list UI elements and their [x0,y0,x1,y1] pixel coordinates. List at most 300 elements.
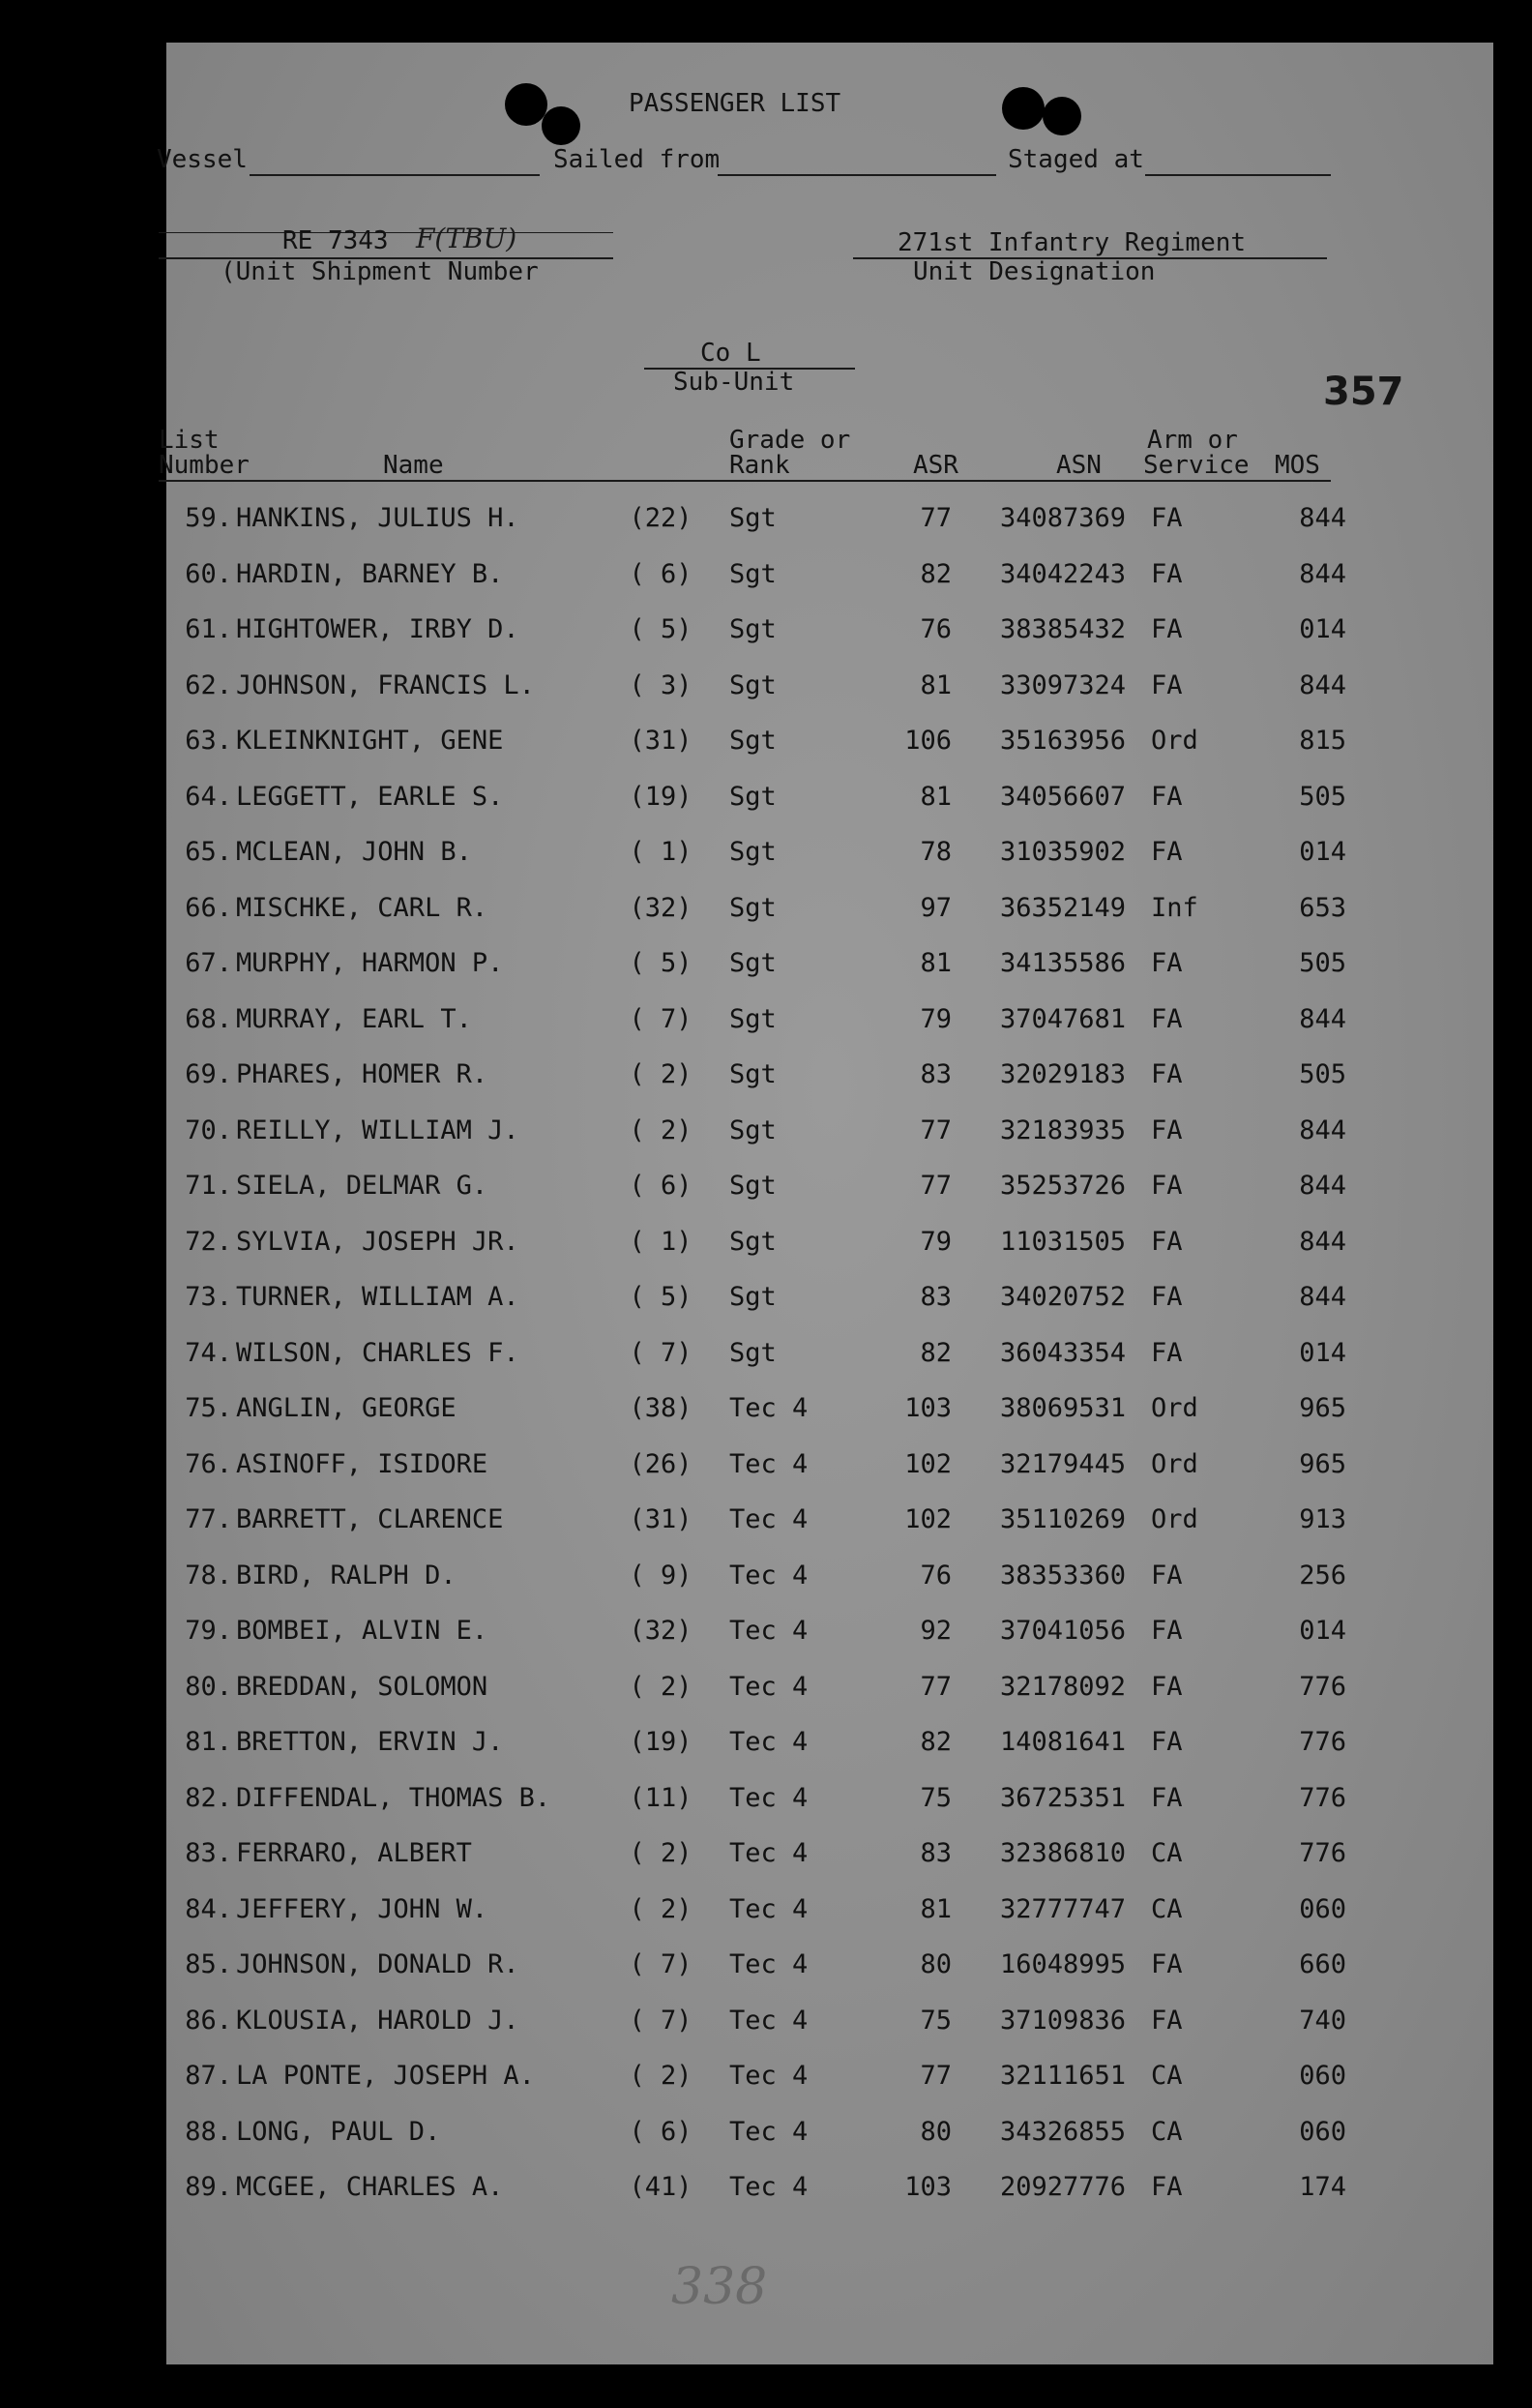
grade: Tec 4 [729,1616,809,1646]
list-number: 89. [185,2172,232,2202]
mos: 776 [1299,1672,1346,1702]
asn: 37047681 [1000,1004,1127,1034]
asr-score: 75 [920,1783,952,1813]
table-row [166,782,1493,817]
table-row [166,1059,1493,1094]
arm-service: FA [1151,614,1183,644]
asr-score: 77 [920,1171,952,1201]
asn: 32179445 [1000,1449,1127,1479]
asr-score: 79 [920,1227,952,1257]
table-row [166,837,1493,872]
service-years: ( 2) [629,1838,692,1868]
asr-score: 80 [920,1949,952,1979]
asn: 37109836 [1000,2006,1127,2036]
table-row [166,948,1493,983]
service-years: ( 2) [629,1115,692,1145]
list-number: 68. [185,1004,232,1034]
asn: 32178092 [1000,1672,1127,1702]
list-number: 72. [185,1227,232,1257]
passenger-name: MURPHY, HARMON P. [236,948,504,978]
list-number: 79. [185,1616,232,1646]
punch-hole-left [505,83,547,126]
service-years: ( 6) [629,559,692,589]
asn: 34135586 [1000,948,1127,978]
passenger-name: LEGGETT, EARLE S. [236,782,504,812]
mos: 913 [1299,1504,1346,1534]
service-years: ( 1) [629,837,692,867]
grade: Sgt [729,1115,777,1145]
mos: 844 [1299,503,1346,533]
asr-score: 106 [904,726,952,756]
passenger-name: BOMBEI, ALVIN E. [236,1616,488,1646]
arm-service: CA [1151,2117,1183,2147]
arm-service: FA [1151,782,1183,812]
service-years: ( 6) [629,2117,692,2147]
grade: Tec 4 [729,2006,809,2036]
list-number: 76. [185,1449,232,1479]
service-years: ( 7) [629,1338,692,1368]
grade: Sgt [729,1059,777,1089]
mos: 844 [1299,1115,1346,1145]
service-years: ( 5) [629,948,692,978]
arm-service: CA [1151,1894,1183,1924]
asn: 14081641 [1000,1727,1127,1757]
grade: Sgt [729,559,777,589]
document-title: PASSENGER LIST [629,89,841,118]
service-years: ( 2) [629,1894,692,1924]
asn: 35253726 [1000,1171,1127,1201]
asr-score: 77 [920,2061,952,2091]
grade: Tec 4 [729,2061,809,2091]
arm-service: FA [1151,503,1183,533]
passenger-name: JOHNSON, FRANCIS L. [236,670,535,700]
asn: 32029183 [1000,1059,1127,1089]
table-row [166,1115,1493,1150]
service-years: ( 7) [629,2006,692,2036]
mos: 844 [1299,1282,1346,1312]
asr-score: 83 [920,1059,952,1089]
asn: 38385432 [1000,614,1127,644]
page-number: 357 [1323,370,1404,414]
service-years: ( 9) [629,1561,692,1590]
unit-designation-caption: Unit Designation [913,257,1156,286]
shipment-handwritten: F(TBU) [416,223,517,254]
arm-service: FA [1151,670,1183,700]
passenger-name: TURNER, WILLIAM A. [236,1282,519,1312]
list-number: 67. [185,948,232,978]
asr-score: 77 [920,503,952,533]
mos: 740 [1299,2006,1346,2036]
mos: 844 [1299,1227,1346,1257]
passenger-name: BARRETT, CLARENCE [236,1504,504,1534]
mos: 505 [1299,1059,1346,1089]
list-number: 59. [185,503,232,533]
list-number: 75. [185,1393,232,1423]
col-asr: ASR [913,451,958,480]
arm-service: FA [1151,2006,1183,2036]
asn: 34042243 [1000,559,1127,589]
list-number: 73. [185,1282,232,1312]
arm-service: FA [1151,1949,1183,1979]
passenger-list-sheet [157,43,1493,2364]
table-row [166,1616,1493,1650]
arm-service: FA [1151,1282,1183,1312]
asr-score: 83 [920,1838,952,1868]
list-number: 87. [185,2061,232,2091]
table-row [166,1282,1493,1317]
asr-score: 83 [920,1282,952,1312]
table-row [166,1504,1493,1539]
arm-service: FA [1151,559,1183,589]
service-years: ( 6) [629,1171,692,1201]
table-row [166,1949,1493,1984]
service-years: ( 5) [629,614,692,644]
service-years: ( 2) [629,1672,692,1702]
grade: Sgt [729,948,777,978]
table-row [166,1561,1493,1595]
grade: Tec 4 [729,1838,809,1868]
mos: 014 [1299,1338,1346,1368]
asr-score: 82 [920,1727,952,1757]
table-row [166,1449,1493,1484]
mos: 060 [1299,2061,1346,2091]
asr-score: 81 [920,670,952,700]
col-grade-2: Rank [729,451,790,480]
grade: Sgt [729,726,777,756]
arm-service: Ord [1151,1393,1198,1423]
list-number: 86. [185,2006,232,2036]
asr-score: 97 [920,893,952,923]
asr-score: 81 [920,782,952,812]
list-number: 83. [185,1838,232,1868]
mos: 060 [1299,1894,1346,1924]
asn: 36352149 [1000,893,1127,923]
col-arm-2: Service [1143,451,1250,480]
service-years: (31) [629,1504,692,1534]
passenger-name: BIRD, RALPH D. [236,1561,457,1590]
arm-service: FA [1151,1227,1183,1257]
mos: 965 [1299,1393,1346,1423]
list-number: 80. [185,1672,232,1702]
table-row [166,726,1493,760]
arm-service: FA [1151,1115,1183,1145]
passenger-name: FERRARO, ALBERT [236,1838,472,1868]
grade: Tec 4 [729,2117,809,2147]
arm-service: FA [1151,1338,1183,1368]
mos: 505 [1299,782,1346,812]
grade: Tec 4 [729,1949,809,1979]
table-row [166,2061,1493,2096]
grade: Sgt [729,893,777,923]
passenger-name: ANGLIN, GEORGE [236,1393,457,1423]
arm-service: FA [1151,948,1183,978]
table-row [166,2172,1493,2207]
asr-score: 75 [920,2006,952,2036]
table-row [166,1894,1493,1929]
mos: 965 [1299,1449,1346,1479]
asn: 34020752 [1000,1282,1127,1312]
arm-service: FA [1151,1783,1183,1813]
mos: 776 [1299,1727,1346,1757]
grade: Sgt [729,614,777,644]
arm-service: FA [1151,837,1183,867]
vessel-field-line [250,174,540,176]
vessel-label: Vessel [157,145,248,174]
asn: 32777747 [1000,1894,1127,1924]
asn: 34326855 [1000,2117,1127,2147]
arm-service: FA [1151,1059,1183,1089]
shipment-number: RE 7343 [282,226,389,255]
arm-service: FA [1151,1561,1183,1590]
list-number: 85. [185,1949,232,1979]
grade: Sgt [729,837,777,867]
grade: Tec 4 [729,1393,809,1423]
asr-score: 103 [904,1393,952,1423]
passenger-name: DIFFENDAL, THOMAS B. [236,1783,551,1813]
sub-unit: Co L [700,339,761,368]
arm-service: Ord [1151,1449,1198,1479]
passenger-name: LA PONTE, JOSEPH A. [236,2061,535,2091]
service-years: ( 2) [629,2061,692,2091]
passenger-name: KLOUSIA, HAROLD J. [236,2006,519,2036]
asr-score: 78 [920,837,952,867]
grade: Sgt [729,782,777,812]
grade: Tec 4 [729,1672,809,1702]
grade: Sgt [729,1004,777,1034]
grade: Tec 4 [729,1504,809,1534]
asn: 36725351 [1000,1783,1127,1813]
sub-unit-caption: Sub-Unit [673,368,795,397]
service-years: ( 1) [629,1227,692,1257]
grade: Tec 4 [729,1561,809,1590]
mos: 256 [1299,1561,1346,1590]
service-years: (19) [629,1727,692,1757]
asr-score: 80 [920,2117,952,2147]
list-number: 74. [185,1338,232,1368]
asn: 37041056 [1000,1616,1127,1646]
sailed-from-field-line [718,174,996,176]
arm-service: FA [1151,1672,1183,1702]
asn: 35163956 [1000,726,1127,756]
mos: 844 [1299,670,1346,700]
mos: 014 [1299,1616,1346,1646]
arm-service: FA [1151,1171,1183,1201]
passenger-name: REILLY, WILLIAM J. [236,1115,519,1145]
asn: 32183935 [1000,1115,1127,1145]
list-number: 78. [185,1561,232,1590]
asn: 20927776 [1000,2172,1127,2202]
mos: 014 [1299,837,1346,867]
mos: 653 [1299,893,1346,923]
asr-score: 77 [920,1672,952,1702]
col-grade-1: Grade or [729,426,851,455]
service-years: ( 3) [629,670,692,700]
service-years: (32) [629,1616,692,1646]
passenger-name: BREDDAN, SOLOMON [236,1672,488,1702]
asn: 32111651 [1000,2061,1127,2091]
punch-hole-left-2 [542,106,580,145]
col-list-number-2: Number [159,451,250,480]
mos: 776 [1299,1838,1346,1868]
asn: 11031505 [1000,1227,1127,1257]
service-years: (31) [629,726,692,756]
passenger-name: MISCHKE, CARL R. [236,893,488,923]
list-number: 65. [185,837,232,867]
col-list-number-1: List [159,426,220,455]
asr-score: 79 [920,1004,952,1034]
table-row [166,2006,1493,2040]
mos: 660 [1299,1949,1346,1979]
asn: 36043354 [1000,1338,1127,1368]
arm-service: FA [1151,2172,1183,2202]
mos: 844 [1299,559,1346,589]
table-row [166,1171,1493,1205]
arm-service: Ord [1151,726,1198,756]
service-years: (41) [629,2172,692,2202]
arm-service: CA [1151,1838,1183,1868]
arm-service: Inf [1151,893,1198,923]
asn: 16048995 [1000,1949,1127,1979]
table-row [166,1783,1493,1818]
table-row [166,559,1493,594]
table-row [166,670,1493,705]
list-number: 66. [185,893,232,923]
mos: 174 [1299,2172,1346,2202]
asr-score: 92 [920,1616,952,1646]
unit-designation: 271st Infantry Regiment [898,228,1247,257]
grade: Sgt [729,503,777,533]
mos: 505 [1299,948,1346,978]
mos: 014 [1299,614,1346,644]
list-number: 62. [185,670,232,700]
archive-stamp: 338 [671,2258,768,2316]
table-row [166,2117,1493,2152]
staged-at-field-line [1145,174,1331,176]
service-years: ( 5) [629,1282,692,1312]
arm-service: FA [1151,1004,1183,1034]
passenger-name: MURRAY, EARL T. [236,1004,472,1034]
list-number: 81. [185,1727,232,1757]
list-number: 69. [185,1059,232,1089]
mos: 844 [1299,1171,1346,1201]
passenger-name: ASINOFF, ISIDORE [236,1449,488,1479]
sailed-from-label: Sailed from [553,145,721,174]
grade: Tec 4 [729,1894,809,1924]
service-years: ( 7) [629,1949,692,1979]
grade: Tec 4 [729,2172,809,2202]
mos: 776 [1299,1783,1346,1813]
passenger-name: PHARES, HOMER R. [236,1059,488,1089]
asn: 38069531 [1000,1393,1127,1423]
staged-at-label: Staged at [1008,145,1144,174]
asn: 38353360 [1000,1561,1127,1590]
grade: Tec 4 [729,1727,809,1757]
list-number: 70. [185,1115,232,1145]
asr-score: 81 [920,948,952,978]
passenger-name: SYLVIA, JOSEPH JR. [236,1227,519,1257]
asn: 34056607 [1000,782,1127,812]
asn: 34087369 [1000,503,1127,533]
service-years: ( 2) [629,1059,692,1089]
table-row [166,1727,1493,1762]
asr-score: 76 [920,614,952,644]
service-years: (22) [629,503,692,533]
asn: 31035902 [1000,837,1127,867]
asr-score: 103 [904,2172,952,2202]
grade: Tec 4 [729,1449,809,1479]
list-number: 60. [185,559,232,589]
service-years: (11) [629,1783,692,1813]
grade: Sgt [729,670,777,700]
list-number: 82. [185,1783,232,1813]
arm-service: FA [1151,1727,1183,1757]
grade: Tec 4 [729,1783,809,1813]
asn: 35110269 [1000,1504,1127,1534]
mos: 815 [1299,726,1346,756]
grade: Sgt [729,1338,777,1368]
passenger-name: LONG, PAUL D. [236,2117,441,2147]
table-row [166,1338,1493,1373]
service-years: (38) [629,1393,692,1423]
passenger-name: SIELA, DELMAR G. [236,1171,488,1201]
asr-score: 77 [920,1115,952,1145]
list-number: 88. [185,2117,232,2147]
table-row [166,503,1493,538]
list-number: 77. [185,1504,232,1534]
service-years: (26) [629,1449,692,1479]
table-row [166,1672,1493,1707]
list-number: 64. [185,782,232,812]
list-number: 84. [185,1894,232,1924]
passenger-name: HARDIN, BARNEY B. [236,559,504,589]
passenger-name: HIGHTOWER, IRBY D. [236,614,519,644]
grade: Sgt [729,1282,777,1312]
asn: 32386810 [1000,1838,1127,1868]
service-years: ( 7) [629,1004,692,1034]
col-arm-1: Arm or [1147,426,1238,455]
col-asn: ASN [1056,451,1102,480]
asr-score: 82 [920,1338,952,1368]
shipment-caption: (Unit Shipment Number [221,257,539,286]
list-number: 61. [185,614,232,644]
table-row [166,893,1493,928]
asr-score: 81 [920,1894,952,1924]
passenger-name: HANKINS, JULIUS H. [236,503,519,533]
asr-score: 102 [904,1449,952,1479]
mos: 060 [1299,2117,1346,2147]
passenger-name: WILSON, CHARLES F. [236,1338,519,1368]
grade: Sgt [729,1227,777,1257]
asn: 33097324 [1000,670,1127,700]
arm-service: Ord [1151,1504,1198,1534]
passenger-name: JOHNSON, DONALD R. [236,1949,519,1979]
table-row [166,1838,1493,1873]
service-years: (32) [629,893,692,923]
asr-score: 82 [920,559,952,589]
passenger-name: BRETTON, ERVIN J. [236,1727,504,1757]
grade: Sgt [729,1171,777,1201]
passenger-name: JEFFERY, JOHN W. [236,1894,488,1924]
col-name: Name [383,451,444,480]
table-row [166,1004,1493,1039]
service-years: (19) [629,782,692,812]
punch-hole-right-2 [1043,97,1081,135]
passenger-name: MCGEE, CHARLES A. [236,2172,504,2202]
passenger-name: KLEINKNIGHT, GENE [236,726,504,756]
punch-hole-right [1002,87,1045,130]
passenger-name: MCLEAN, JOHN B. [236,837,472,867]
mos: 844 [1299,1004,1346,1034]
